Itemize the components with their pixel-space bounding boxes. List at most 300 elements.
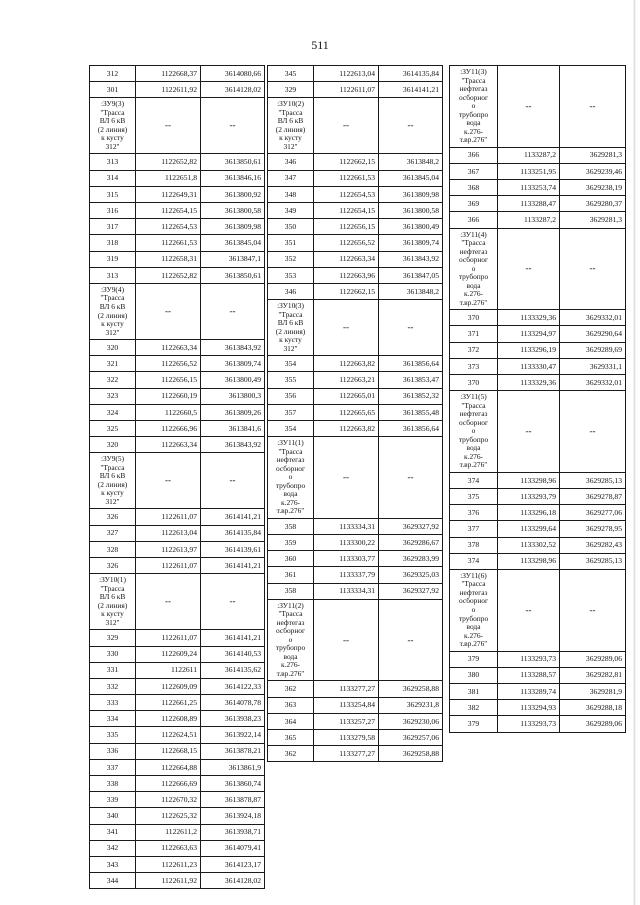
zone-header-row [450, 391, 626, 473]
y-coordinate-cell: 3629280,37 [560, 196, 626, 212]
y-coordinate-cell: 3629258,88 [379, 681, 443, 697]
table-row [268, 713, 443, 729]
table-row [90, 251, 265, 267]
x-coordinate-cell: 1122660,19 [136, 388, 201, 404]
table-row [450, 488, 626, 504]
point-number-cell: 327 [90, 525, 136, 541]
y-coordinate-cell: 3613856,64 [379, 421, 443, 437]
table-row [90, 678, 265, 694]
y-coordinate-cell: 3629231,8 [379, 697, 443, 713]
y-coordinate-cell: -- [379, 300, 443, 356]
table-row [90, 646, 265, 662]
point-number-cell: 339 [90, 792, 136, 808]
table-row [450, 683, 626, 699]
zone-label-cell: :ЗУ9(5) "Трасса ВЛ 6 кВ (2 линия) к кусту 312" [90, 453, 136, 509]
zone-label-cell: :ЗУ10(1) "Трасса ВЛ 6 кВ (2 линия) к кусту 312" [90, 574, 136, 630]
table-row [268, 535, 443, 551]
x-coordinate-cell: 1122649,31 [136, 186, 201, 202]
point-number-cell: 312 [90, 66, 136, 82]
x-coordinate-cell: 1133300,22 [314, 535, 379, 551]
y-coordinate-cell: 3613938,71 [201, 824, 265, 840]
x-coordinate-cell: 1122663,34 [136, 340, 201, 356]
x-coordinate-cell: 1133288,57 [498, 667, 560, 683]
x-coordinate-cell: 1133287,2 [498, 147, 560, 163]
point-number-cell: 319 [90, 251, 136, 267]
point-number-cell: 340 [90, 808, 136, 824]
point-number-cell: 370 [450, 374, 498, 390]
table-row [268, 681, 443, 697]
x-coordinate-cell: 1133296,19 [498, 342, 560, 358]
x-coordinate-cell: 1122663,82 [314, 356, 379, 372]
table-row [90, 525, 265, 541]
x-coordinate-cell: 1133296,18 [498, 505, 560, 521]
x-coordinate-cell: 1122661,53 [314, 170, 379, 186]
x-coordinate-cell: 1122611,92 [136, 873, 201, 889]
point-number-cell: 322 [90, 372, 136, 388]
table-row [90, 856, 265, 872]
table-row [450, 163, 626, 179]
y-coordinate-cell: 3613809,74 [379, 235, 443, 251]
x-coordinate-cell: 1122611,07 [314, 82, 379, 98]
x-coordinate-cell: 1133294,97 [498, 326, 560, 342]
y-coordinate-cell: 3614128,02 [201, 82, 265, 98]
zone-header-row [268, 98, 443, 154]
point-number-cell: 355 [268, 372, 314, 388]
point-number-cell: 374 [450, 553, 498, 569]
y-coordinate-cell: 3629281,9 [560, 683, 626, 699]
point-number-cell: 353 [268, 267, 314, 283]
point-number-cell: 377 [450, 521, 498, 537]
point-number-cell: 325 [90, 421, 136, 437]
y-coordinate-cell: 3613878,87 [201, 792, 265, 808]
table-row [268, 154, 443, 170]
zone-header-row [450, 569, 626, 651]
y-coordinate-cell: 3614079,41 [201, 840, 265, 856]
point-number-cell: 370 [450, 310, 498, 326]
point-number-cell: 347 [268, 170, 314, 186]
table-row [90, 695, 265, 711]
table-row [268, 567, 443, 583]
table-row [268, 356, 443, 372]
x-coordinate-cell: 1122665,65 [314, 404, 379, 420]
x-coordinate-cell: 1122666,96 [136, 421, 201, 437]
y-coordinate-cell: 3614080,66 [201, 66, 265, 82]
point-number-cell: 315 [90, 186, 136, 202]
coordinate-table-column-2 [267, 65, 443, 762]
table-row [268, 746, 443, 762]
table-row [268, 372, 443, 388]
y-coordinate-cell: 3613809,74 [201, 356, 265, 372]
point-number-cell: 378 [450, 537, 498, 553]
point-number-cell: 374 [450, 472, 498, 488]
point-number-cell: 343 [90, 856, 136, 872]
point-number-cell: 382 [450, 700, 498, 716]
y-coordinate-cell: 3613847,1 [201, 251, 265, 267]
point-number-cell: 317 [90, 219, 136, 235]
point-number-cell: 320 [90, 340, 136, 356]
point-number-cell: 359 [268, 535, 314, 551]
point-number-cell: 369 [450, 196, 498, 212]
table-row [268, 551, 443, 567]
x-coordinate-cell: 1122654,15 [314, 203, 379, 219]
point-number-cell: 332 [90, 678, 136, 694]
table-row [268, 82, 443, 98]
x-coordinate-cell: 1122663,34 [136, 437, 201, 453]
y-coordinate-cell: -- [201, 453, 265, 509]
y-coordinate-cell: 3614140,53 [201, 646, 265, 662]
x-coordinate-cell: 1133329,36 [498, 374, 560, 390]
zone-label-cell: :ЗУ11(5) "Трасса нефтегаз осборног о трубопро вода к.276- т.вр.276" [450, 391, 498, 473]
y-coordinate-cell: -- [201, 283, 265, 339]
y-coordinate-cell: 3614141,21 [201, 509, 265, 525]
y-coordinate-cell: 3613860,74 [201, 776, 265, 792]
y-coordinate-cell: 3613853,47 [379, 372, 443, 388]
point-number-cell: 361 [268, 567, 314, 583]
y-coordinate-cell: 3629327,92 [379, 518, 443, 534]
x-coordinate-cell: 1122662,15 [314, 283, 379, 299]
table-row [450, 326, 626, 342]
point-number-cell: 373 [450, 358, 498, 374]
zone-label-cell: :ЗУ9(3) "Трасса ВЛ 6 кВ (2 линия) к кусту 312" [90, 98, 136, 154]
table-row [90, 711, 265, 727]
x-coordinate-cell: 1133330,47 [498, 358, 560, 374]
x-coordinate-cell: 1122654,53 [314, 186, 379, 202]
x-coordinate-cell: 1133303,77 [314, 551, 379, 567]
x-coordinate-cell: 1122611,07 [136, 509, 201, 525]
y-coordinate-cell: 3613800,3 [201, 388, 265, 404]
table-row [90, 82, 265, 98]
point-number-cell: 363 [268, 697, 314, 713]
point-number-cell: 366 [450, 147, 498, 163]
x-coordinate-cell: -- [314, 98, 379, 154]
y-coordinate-cell: 3629331,1 [560, 358, 626, 374]
coordinate-table-column-1 [89, 65, 265, 889]
point-number-cell: 352 [268, 251, 314, 267]
x-coordinate-cell: 1122608,89 [136, 711, 201, 727]
x-coordinate-cell: 1122624,51 [136, 727, 201, 743]
y-coordinate-cell: 3613850,61 [201, 154, 265, 170]
x-coordinate-cell: 1133251,95 [498, 163, 560, 179]
y-coordinate-cell: 3614123,17 [201, 856, 265, 872]
x-coordinate-cell: -- [498, 66, 560, 148]
x-coordinate-cell: 1133293,79 [498, 488, 560, 504]
zone-header-row [90, 574, 265, 630]
x-coordinate-cell: -- [136, 98, 201, 154]
y-coordinate-cell: -- [560, 391, 626, 473]
y-coordinate-cell: 3629282,81 [560, 667, 626, 683]
zone-label-cell: :ЗУ9(4) "Трасса ВЛ 6 кВ (2 линия) к кусту 312" [90, 283, 136, 339]
point-number-cell: 329 [90, 630, 136, 646]
table-row [268, 251, 443, 267]
point-number-cell: 313 [90, 267, 136, 283]
y-coordinate-cell: 3629289,06 [560, 651, 626, 667]
y-coordinate-cell: -- [379, 599, 443, 681]
table-row [268, 388, 443, 404]
point-number-cell: 329 [268, 82, 314, 98]
x-coordinate-cell: 1133329,36 [498, 310, 560, 326]
point-number-cell: 365 [268, 729, 314, 745]
zone-label-cell: :ЗУ11(2) "Трасса нефтегаз осборног о трубопро вода к.276- т.вр.276" [268, 599, 314, 681]
y-coordinate-cell: 3613855,48 [379, 404, 443, 420]
point-number-cell: 357 [268, 404, 314, 420]
table-row [90, 824, 265, 840]
x-coordinate-cell: 1122611,07 [136, 558, 201, 574]
table-row [90, 509, 265, 525]
point-number-cell: 362 [268, 746, 314, 762]
point-number-cell: 349 [268, 203, 314, 219]
point-number-cell: 337 [90, 759, 136, 775]
table-row [450, 310, 626, 326]
y-coordinate-cell: 3614141,21 [201, 630, 265, 646]
x-coordinate-cell: 1122663,96 [314, 267, 379, 283]
x-coordinate-cell: 1122663,21 [314, 372, 379, 388]
x-coordinate-cell: 1122611 [136, 662, 201, 678]
y-coordinate-cell: 3629285,13 [560, 553, 626, 569]
y-coordinate-cell: 3629327,92 [379, 583, 443, 599]
point-number-cell: 338 [90, 776, 136, 792]
table-row [268, 235, 443, 251]
coordinate-table-column-3 [449, 65, 626, 733]
point-number-cell: 301 [90, 82, 136, 98]
y-coordinate-cell: 3613800,58 [201, 203, 265, 219]
point-number-cell: 336 [90, 743, 136, 759]
y-coordinate-cell: 3613847,05 [379, 267, 443, 283]
x-coordinate-cell: -- [314, 300, 379, 356]
y-coordinate-cell: 3613809,26 [201, 404, 265, 420]
y-coordinate-cell: 3613800,58 [379, 203, 443, 219]
y-coordinate-cell: 3629277,06 [560, 505, 626, 521]
table-row [450, 537, 626, 553]
y-coordinate-cell: 3629258,88 [379, 746, 443, 762]
table-row [450, 700, 626, 716]
y-coordinate-cell: 3629239,46 [560, 163, 626, 179]
table-row [268, 283, 443, 299]
table-row [268, 697, 443, 713]
y-coordinate-cell: 3613922,14 [201, 727, 265, 743]
x-coordinate-cell: 1133294,93 [498, 700, 560, 716]
x-coordinate-cell: 1133287,2 [498, 212, 560, 228]
table-row [450, 196, 626, 212]
x-coordinate-cell: 1122663,63 [136, 840, 201, 856]
table-row [90, 792, 265, 808]
point-number-cell: 342 [90, 840, 136, 856]
y-coordinate-cell: 3613809,98 [201, 219, 265, 235]
point-number-cell: 376 [450, 505, 498, 521]
table-row [90, 66, 265, 82]
y-coordinate-cell: 3614128,02 [201, 873, 265, 889]
y-coordinate-cell: 3629290,64 [560, 326, 626, 342]
y-coordinate-cell: 3613850,61 [201, 267, 265, 283]
y-coordinate-cell: 3613924,18 [201, 808, 265, 824]
x-coordinate-cell: -- [498, 569, 560, 651]
point-number-cell: 313 [90, 154, 136, 170]
y-coordinate-cell: 3613841,6 [201, 421, 265, 437]
y-coordinate-cell: 3613843,92 [201, 340, 265, 356]
y-coordinate-cell: 3629325,03 [379, 567, 443, 583]
point-number-cell: 381 [450, 683, 498, 699]
x-coordinate-cell: -- [498, 391, 560, 473]
x-coordinate-cell: 1133257,27 [314, 713, 379, 729]
table-row [450, 651, 626, 667]
y-coordinate-cell: 3629289,06 [560, 716, 626, 732]
x-coordinate-cell: -- [136, 574, 201, 630]
table-row [450, 472, 626, 488]
x-coordinate-cell: -- [498, 228, 560, 310]
x-coordinate-cell: 1133293,73 [498, 651, 560, 667]
point-number-cell: 323 [90, 388, 136, 404]
x-coordinate-cell: -- [314, 599, 379, 681]
zone-label-cell: :ЗУ11(1) "Трасса нефтегаз осборног о трубопро вода к.276- т.вр.276" [268, 437, 314, 519]
x-coordinate-cell: 1122658,31 [136, 251, 201, 267]
x-coordinate-cell: 1122663,34 [314, 251, 379, 267]
table-row [450, 342, 626, 358]
table-row [90, 340, 265, 356]
y-coordinate-cell: 3613843,92 [201, 437, 265, 453]
y-coordinate-cell: 3629289,69 [560, 342, 626, 358]
y-coordinate-cell: 3629257,06 [379, 729, 443, 745]
point-number-cell: 372 [450, 342, 498, 358]
zone-header-row [268, 300, 443, 356]
point-number-cell: 326 [90, 509, 136, 525]
y-coordinate-cell: 3629288,18 [560, 700, 626, 716]
x-coordinate-cell: 1122668,37 [136, 66, 201, 82]
x-coordinate-cell: -- [136, 453, 201, 509]
point-number-cell: 380 [450, 667, 498, 683]
point-number-cell: 334 [90, 711, 136, 727]
point-number-cell: 346 [268, 283, 314, 299]
y-coordinate-cell: -- [201, 574, 265, 630]
point-number-cell: 331 [90, 662, 136, 678]
zone-header-row [450, 228, 626, 310]
table-row [90, 404, 265, 420]
x-coordinate-cell: 1133277,27 [314, 746, 379, 762]
point-number-cell: 358 [268, 583, 314, 599]
point-number-cell: 314 [90, 170, 136, 186]
zone-header-row [268, 437, 443, 519]
y-coordinate-cell: 3629286,67 [379, 535, 443, 551]
y-coordinate-cell: -- [560, 569, 626, 651]
point-number-cell: 346 [268, 154, 314, 170]
page-number: 511 [311, 38, 329, 52]
scan-edge-shadow [633, 0, 636, 905]
table-row [90, 421, 265, 437]
zone-header-row [450, 66, 626, 148]
y-coordinate-cell: -- [379, 437, 443, 519]
y-coordinate-cell: 3613878,21 [201, 743, 265, 759]
x-coordinate-cell: 1122609,09 [136, 678, 201, 694]
table-row [268, 203, 443, 219]
x-coordinate-cell: 1122613,04 [136, 525, 201, 541]
point-number-cell: 354 [268, 356, 314, 372]
x-coordinate-cell: 1122663,82 [314, 421, 379, 437]
point-number-cell: 348 [268, 186, 314, 202]
y-coordinate-cell: 3629283,99 [379, 551, 443, 567]
point-number-cell: 316 [90, 203, 136, 219]
zone-label-cell: :ЗУ11(4) "Трасса нефтегаз осборног о трубопро вода к.276- т.вр.276" [450, 228, 498, 310]
x-coordinate-cell: 1122670,32 [136, 792, 201, 808]
x-coordinate-cell: 1133253,74 [498, 180, 560, 196]
x-coordinate-cell: 1122654,15 [136, 203, 201, 219]
table-row [268, 219, 443, 235]
point-number-cell: 318 [90, 235, 136, 251]
zone-label-cell: :ЗУ10(2) "Трасса ВЛ 6 кВ (2 линия) к кусту 312" [268, 98, 314, 154]
table-row [90, 558, 265, 574]
y-coordinate-cell: 3613845,04 [379, 170, 443, 186]
y-coordinate-cell: 3614135,84 [201, 525, 265, 541]
y-coordinate-cell: 3613861,9 [201, 759, 265, 775]
zone-label-cell: :ЗУ11(3) "Трасса нефтегаз осборног о трубопро вода к.276- т.вр.276" [450, 66, 498, 148]
x-coordinate-cell: 1122665,01 [314, 388, 379, 404]
x-coordinate-cell: 1122652,82 [136, 267, 201, 283]
point-number-cell: 345 [268, 66, 314, 82]
y-coordinate-cell: 3629238,19 [560, 180, 626, 196]
y-coordinate-cell: 3613845,04 [201, 235, 265, 251]
table-row [90, 356, 265, 372]
point-number-cell: 360 [268, 551, 314, 567]
table-row [268, 421, 443, 437]
x-coordinate-cell: 1122656,15 [136, 372, 201, 388]
y-coordinate-cell: 3614135,62 [201, 662, 265, 678]
x-coordinate-cell: 1122656,52 [314, 235, 379, 251]
y-coordinate-cell: -- [201, 98, 265, 154]
table-row [90, 203, 265, 219]
table-row [90, 372, 265, 388]
y-coordinate-cell: 3613852,32 [379, 388, 443, 404]
y-coordinate-cell: 3614122,33 [201, 678, 265, 694]
table-row [90, 267, 265, 283]
x-coordinate-cell: 1133254,84 [314, 697, 379, 713]
y-coordinate-cell: 3613938,23 [201, 711, 265, 727]
y-coordinate-cell: 3629230,06 [379, 713, 443, 729]
y-coordinate-cell: 3613843,92 [379, 251, 443, 267]
y-coordinate-cell: 3629285,13 [560, 472, 626, 488]
point-number-cell: 358 [268, 518, 314, 534]
x-coordinate-cell: 1122613,97 [136, 541, 201, 557]
zone-header-row [90, 98, 265, 154]
y-coordinate-cell: 3613856,64 [379, 356, 443, 372]
table-row [268, 583, 443, 599]
y-coordinate-cell: -- [560, 228, 626, 310]
point-number-cell: 320 [90, 437, 136, 453]
x-coordinate-cell: 1122611,07 [136, 630, 201, 646]
y-coordinate-cell: 3613800,49 [201, 372, 265, 388]
point-number-cell: 321 [90, 356, 136, 372]
x-coordinate-cell: 1122654,53 [136, 219, 201, 235]
x-coordinate-cell: 1122664,88 [136, 759, 201, 775]
point-number-cell: 335 [90, 727, 136, 743]
zone-header-row [268, 599, 443, 681]
table-row [90, 235, 265, 251]
y-coordinate-cell: 3629332,01 [560, 374, 626, 390]
table-row [90, 808, 265, 824]
x-coordinate-cell: -- [314, 437, 379, 519]
table-row [90, 219, 265, 235]
table-row [450, 180, 626, 196]
x-coordinate-cell: 1133279,58 [314, 729, 379, 745]
x-coordinate-cell: -- [136, 283, 201, 339]
table-row [450, 505, 626, 521]
table-row [90, 541, 265, 557]
x-coordinate-cell: 1122613,04 [314, 66, 379, 82]
x-coordinate-cell: 1133298,96 [498, 553, 560, 569]
table-row [90, 630, 265, 646]
table-row [90, 388, 265, 404]
zone-header-row [90, 283, 265, 339]
table-row [90, 743, 265, 759]
y-coordinate-cell: 3613848,2 [379, 283, 443, 299]
x-coordinate-cell: 1122668,15 [136, 743, 201, 759]
table-row [268, 404, 443, 420]
